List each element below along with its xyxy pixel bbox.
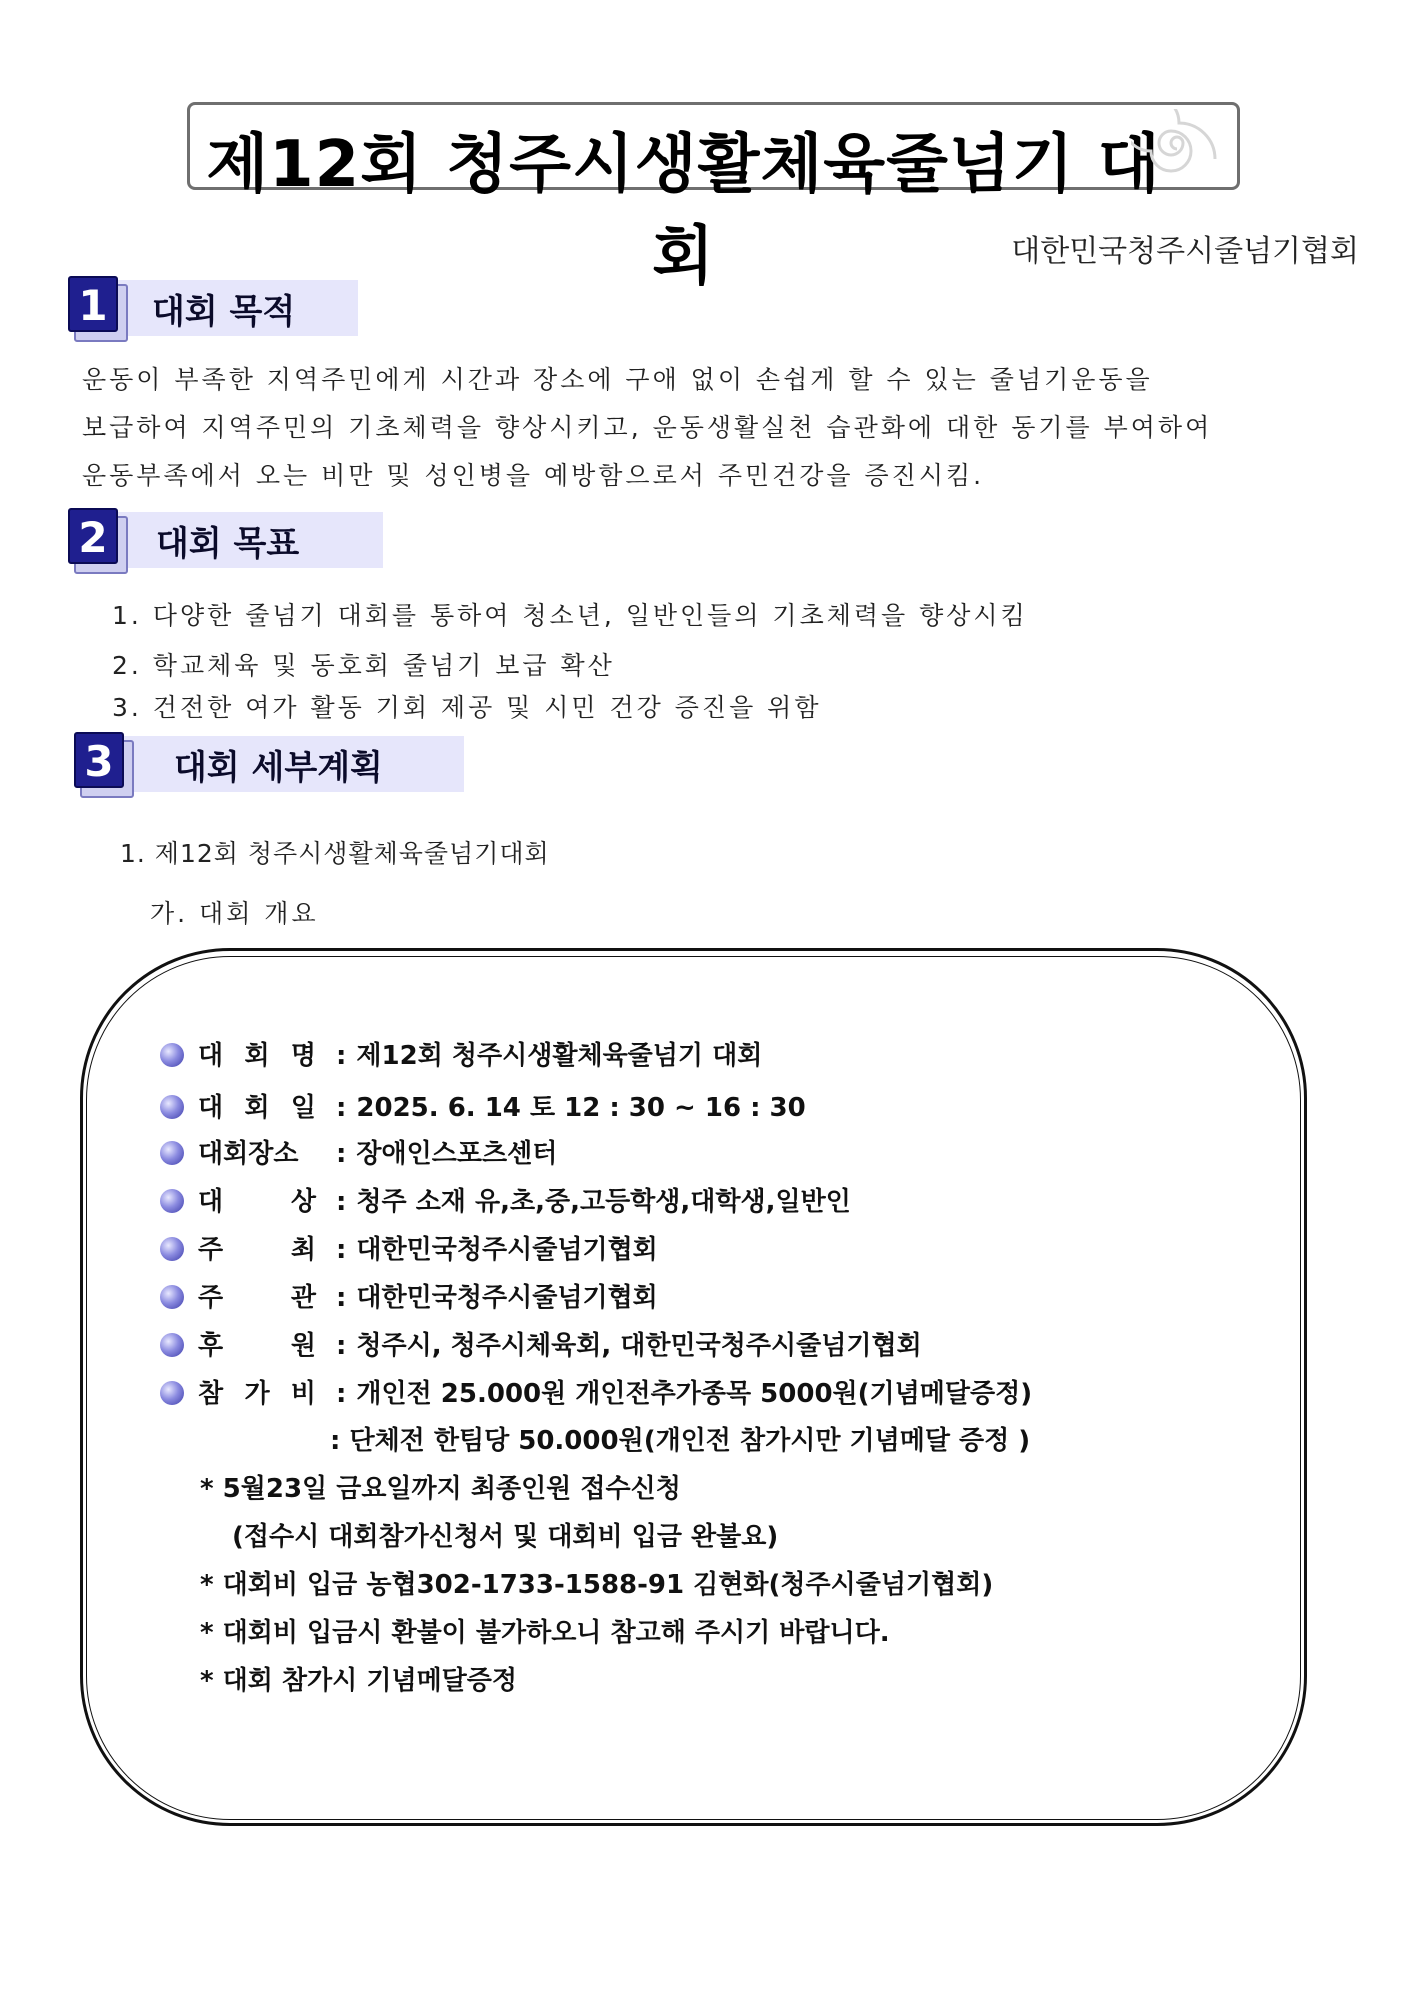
detail-value: 2025. 6. 14 토 12 : 30 ~ 16 : 30 xyxy=(356,1093,806,1123)
detail-row xyxy=(160,1232,658,1268)
plan-subitem: 가. 대회 개요 xyxy=(150,899,319,928)
note-item: * 대회비 입금 농협302-1733-1588-91 김현화(청주시줄넘기협회) xyxy=(200,1570,994,1600)
detail-colon: : xyxy=(336,1093,347,1123)
detail-colon: : xyxy=(336,1139,347,1169)
section-number: 3 xyxy=(74,732,124,788)
detail-colon: : xyxy=(336,1331,347,1361)
bullet-icon xyxy=(160,1095,184,1119)
plan-item: 1. 제12회 청주시생활체육줄넘기대회 xyxy=(120,839,550,868)
detail-row xyxy=(160,1184,851,1220)
detail-colon: : xyxy=(336,1235,347,1265)
detail-label: 주 관 xyxy=(198,1283,316,1313)
detail-row xyxy=(160,1280,658,1316)
detail-colon: : xyxy=(336,1379,347,1409)
goal-item: 1. 다양한 줄넘기 대회를 통하여 청소년, 일반인들의 기초체력을 향상시킴 xyxy=(112,601,1028,630)
bullet-icon xyxy=(160,1043,184,1067)
detail-row xyxy=(160,1038,762,1074)
fee-extra: : 단체전 한팀당 50.000원(개인전 참가시만 기념메달 증정 ) xyxy=(330,1426,1031,1456)
bullet-icon xyxy=(160,1333,184,1357)
bullet-icon xyxy=(160,1141,184,1165)
organization-name: 대한민국청주시줄넘기협회 xyxy=(1011,234,1359,269)
goal-item: 3. 건전한 여가 활동 기회 제공 및 시민 건강 증진을 위함 xyxy=(112,693,822,722)
detail-row xyxy=(160,1090,806,1126)
note-item: (접수시 대회참가신청서 및 대회비 입금 완불요) xyxy=(232,1522,779,1552)
note-item: * 대회 참가시 기념메달증정 xyxy=(200,1666,518,1696)
detail-value: 개인전 25.000원 개인전추가종목 5000원(기념메달증정) xyxy=(356,1379,1033,1409)
detail-row xyxy=(160,1136,557,1172)
note-item: * 대회비 입금시 환불이 불가하오니 참고해 주시기 바랍니다. xyxy=(200,1618,890,1648)
section-title: 대회 목표 xyxy=(156,524,300,564)
swirl-decoration-icon xyxy=(1131,109,1223,185)
bullet-icon xyxy=(160,1381,184,1405)
section-title: 대회 세부계획 xyxy=(174,748,383,788)
detail-colon: : xyxy=(336,1187,347,1217)
detail-value: 청주 소재 유,초,중,고등학생,대학생,일반인 xyxy=(356,1187,851,1217)
purpose-line: 운동이 부족한 지역주민에게 시간과 장소에 구애 없이 손쉽게 할 수 있는 줄넘기운동을 xyxy=(82,365,1153,394)
detail-label: 대 회 일 xyxy=(198,1093,316,1123)
detail-label: 대 상 xyxy=(198,1187,316,1217)
detail-colon: : xyxy=(336,1283,347,1313)
section-title: 대회 목적 xyxy=(152,292,296,332)
goal-item: 2. 학교체육 및 동호회 줄넘기 보급 확산 xyxy=(112,651,615,680)
bullet-icon xyxy=(160,1237,184,1261)
note-item: * 5월23일 금요일까지 최종인원 접수신청 xyxy=(200,1474,681,1504)
section-number: 2 xyxy=(68,508,118,564)
purpose-line: 운동부족에서 오는 비만 및 성인병을 예방함으로서 주민건강을 증진시킴. xyxy=(82,461,985,490)
detail-label: 후 원 xyxy=(198,1331,316,1361)
detail-row xyxy=(160,1328,922,1364)
purpose-paragraph xyxy=(82,356,1212,500)
section-number: 1 xyxy=(68,276,118,332)
section-header-goal xyxy=(68,508,383,574)
detail-colon: : xyxy=(336,1041,347,1071)
section-header-purpose xyxy=(68,276,358,342)
section-header-plan xyxy=(74,732,464,798)
detail-label: 주 최 xyxy=(198,1235,316,1265)
page-title: 제12회 청주시생활체육줄넘기 대회 xyxy=(206,128,1161,294)
detail-label: 참 가 비 xyxy=(198,1379,316,1409)
detail-value: 장애인스포츠센터 xyxy=(356,1139,558,1169)
detail-value: 청주시, 청주시체육회, 대한민국청주시줄넘기협회 xyxy=(356,1331,922,1361)
detail-value: 대한민국청주시줄넘기협회 xyxy=(356,1283,658,1313)
detail-label: 대 회 명 xyxy=(198,1041,316,1071)
detail-value: 대한민국청주시줄넘기협회 xyxy=(356,1235,658,1265)
detail-value: 제12회 청주시생활체육줄넘기 대회 xyxy=(356,1041,763,1071)
bullet-icon xyxy=(160,1189,184,1213)
purpose-line: 보급하여 지역주민의 기초체력을 향상시키고, 운동생활실천 습관화에 대한 동기를 부여하여 xyxy=(82,413,1213,442)
detail-row xyxy=(160,1376,1032,1412)
bullet-icon xyxy=(160,1285,184,1309)
detail-label: 대회장소 xyxy=(198,1139,299,1169)
